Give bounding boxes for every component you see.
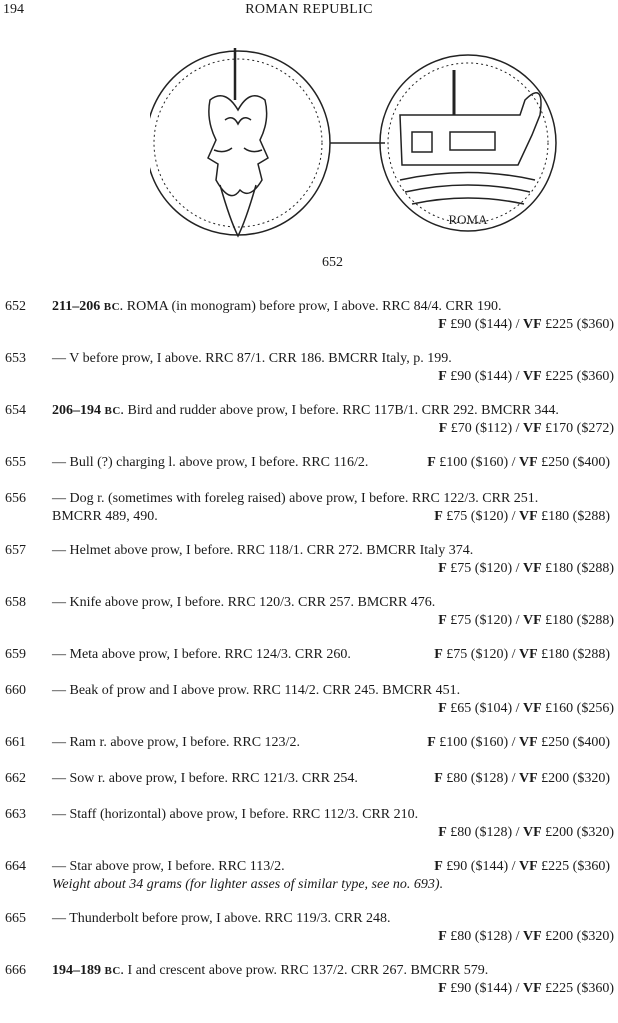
entry-description: 206–194 BC. Bird and rudder above prow, I before. RRC 117B/1. CRR 292. BMCRR 344.: [52, 403, 559, 418]
entry-price: F £90 ($144) / VF £225 ($360): [434, 859, 610, 874]
catalogue-entries: [0, 298, 618, 1014]
catalogue-entry: [0, 402, 618, 454]
entry-price: F £70 ($112) / VF £170 ($272): [438, 421, 614, 436]
entry-number: 657: [5, 543, 26, 558]
entry-description: — Helmet above prow, I before. RRC 118/1. CRR 272. BMCRR Italy 374.: [52, 543, 474, 558]
catalogue-entry: [0, 646, 618, 682]
entry-description: — Ram r. above prow, I before. RRC 123/2. F £100 ($160) / VF £250 ($400): [52, 735, 610, 750]
coin-illustration: [150, 40, 618, 250]
catalogue-entry: [0, 298, 618, 350]
catalogue-entry: [0, 490, 618, 542]
entry-price: F £75 ($120) / VF £180 ($288): [438, 613, 614, 628]
entry-description: — Meta above prow, I before. RRC 124/3. CRR 260. F £75 ($120) / VF £180 ($288): [52, 647, 610, 662]
catalogue-entry: [0, 770, 618, 806]
entry-number: 659: [5, 647, 26, 662]
entry-description: — Beak of prow and I above prow. RRC 114/2. CRR 245. BMCRR 451.: [52, 683, 461, 698]
catalogue-entry: [0, 542, 618, 594]
catalogue-entry: [0, 734, 618, 770]
entry-description-cont: BMCRR 489, 490. F £75 ($120) / VF £180 ($288): [52, 509, 610, 524]
catalogue-entry: [0, 682, 618, 734]
entry-number: 661: [5, 735, 26, 750]
entry-price: F £80 ($128) / VF £200 ($320): [434, 771, 610, 786]
entry-price: F £75 ($120) / VF £180 ($288): [438, 561, 614, 576]
entry-number: 652: [5, 299, 26, 314]
entry-description: — Knife above prow, I before. RRC 120/3. CRR 257. BMCRR 476.: [52, 595, 436, 610]
entry-price: F £65 ($104) / VF £160 ($256): [438, 701, 614, 716]
catalogue-entry: [0, 454, 618, 490]
entry-description: — Staff (horizontal) above prow, I before. RRC 112/3. CRR 210.: [52, 807, 419, 822]
entry-price: F £90 ($144) / VF £225 ($360): [438, 369, 614, 384]
reverse-coin: [380, 55, 556, 231]
entry-number: 665: [5, 911, 26, 926]
figure-caption: 652: [322, 255, 343, 270]
entry-price: F £75 ($120) / VF £180 ($288): [434, 647, 610, 662]
entry-note: Weight about 34 grams (for lighter asses of similar type, see no. 693).: [52, 877, 444, 892]
reverse-legend: ROMA: [448, 212, 488, 227]
entry-description: — Dog r. (sometimes with foreleg raised) above prow, I before. RRC 122/3. CRR 251.: [52, 491, 539, 506]
entry-description: — Star above prow, I before. RRC 113/2. F £90 ($144) / VF £225 ($360): [52, 859, 610, 874]
entry-price: F £90 ($144) / VF £225 ($360): [438, 981, 614, 996]
catalogue-entry: [0, 858, 618, 910]
entry-description: — Thunderbolt before prow, I above. RRC 119/3. CRR 248.: [52, 911, 391, 926]
page-number: 194: [3, 2, 24, 17]
entry-description: 194–189 BC. I and crescent above prow. RRC 137/2. CRR 267. BMCRR 579.: [52, 963, 489, 978]
entry-number: 653: [5, 351, 26, 366]
catalogue-entry: [0, 806, 618, 858]
entry-number: 664: [5, 859, 26, 874]
catalogue-entry: [0, 910, 618, 962]
running-title: ROMAN REPUBLIC: [245, 2, 373, 17]
entry-description: — Sow r. above prow, I before. RRC 121/3. CRR 254. F £80 ($128) / VF £200 ($320): [52, 771, 610, 786]
entry-number: 663: [5, 807, 26, 822]
entry-description: — Bull (?) charging l. above prow, I before. RRC 116/2. F £100 ($160) / VF £250 ($400): [52, 455, 610, 470]
entry-price: F £75 ($120) / VF £180 ($288): [434, 509, 610, 524]
entry-number: 654: [5, 403, 26, 418]
entry-description: — V before prow, I above. RRC 87/1. CRR 186. BMCRR Italy, p. 199.: [52, 351, 452, 366]
catalogue-entry: [0, 962, 618, 1014]
catalogue-entry: [0, 594, 618, 646]
obverse-coin: [150, 48, 330, 236]
entry-description: 211–206 BC. ROMA (in monogram) before prow, I above. RRC 84/4. CRR 190.: [52, 299, 502, 314]
entry-price: F £90 ($144) / VF £225 ($360): [438, 317, 614, 332]
entry-price: F £100 ($160) / VF £250 ($400): [427, 455, 610, 470]
catalogue-entry: [0, 350, 618, 402]
entry-number: 660: [5, 683, 26, 698]
entry-price: F £80 ($128) / VF £200 ($320): [438, 825, 614, 840]
entry-number: 655: [5, 455, 26, 470]
entry-number: 658: [5, 595, 26, 610]
entry-number: 656: [5, 491, 26, 506]
entry-number: 666: [5, 963, 26, 978]
entry-price: F £80 ($128) / VF £200 ($320): [438, 929, 614, 944]
entry-price: F £100 ($160) / VF £250 ($400): [427, 735, 610, 750]
entry-number: 662: [5, 771, 26, 786]
